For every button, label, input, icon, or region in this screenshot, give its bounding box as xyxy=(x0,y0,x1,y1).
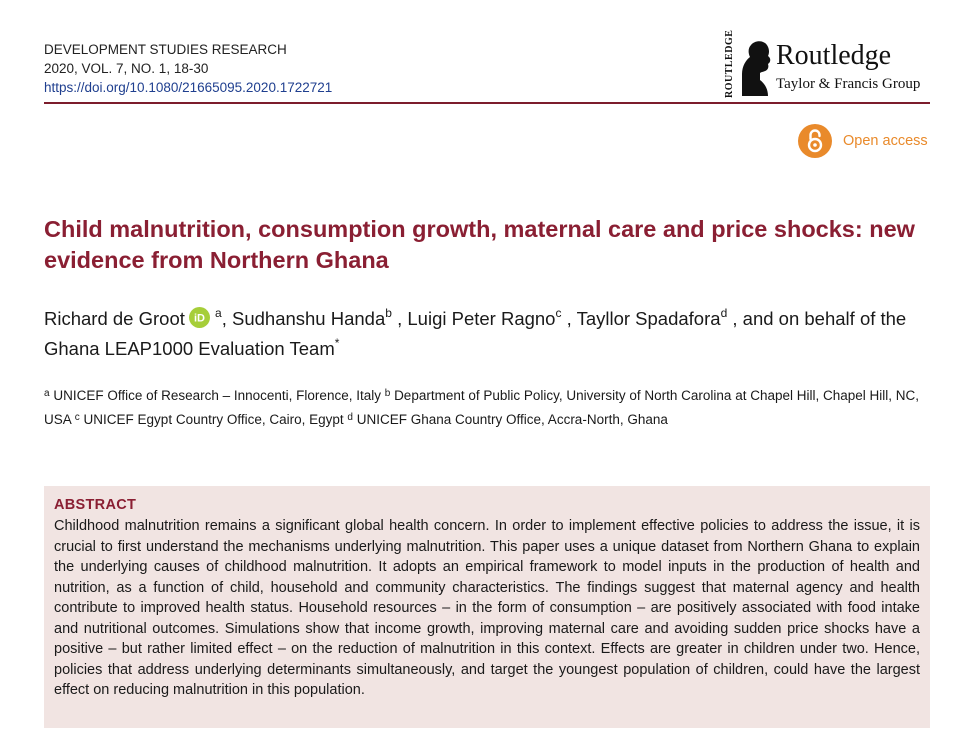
author-separator: , xyxy=(391,308,408,329)
open-access-badge[interactable] xyxy=(798,124,928,158)
affiliation-text: Department of Public Policy, University of North Carolina at Chapel Hill, Chapel Hill, NC, USA xyxy=(44,388,920,427)
open-access-label: Open access xyxy=(843,133,928,149)
author-list xyxy=(44,304,934,364)
affiliation-text: UNICEF Office of Research – Innocenti, Florence, Italy xyxy=(53,388,381,403)
author-name[interactable]: Sudhanshu Handa xyxy=(231,308,386,329)
header-divider xyxy=(44,102,930,104)
author-name[interactable]: Luigi Peter Ragno xyxy=(407,308,556,329)
journal-name: DEVELOPMENT STUDIES RESEARCH xyxy=(44,42,287,57)
affiliation-marker: d xyxy=(720,306,728,320)
author-separator: , xyxy=(561,308,577,329)
affiliation-marker: b xyxy=(384,388,391,399)
affiliation-marker: a xyxy=(215,306,222,320)
author-separator: , and on behalf of the xyxy=(727,308,907,329)
affiliation-text: UNICEF Egypt Country Office, Cairo, Egypt xyxy=(83,412,344,427)
author-name[interactable]: Richard de Groot xyxy=(44,308,185,329)
affiliations xyxy=(44,384,924,432)
affiliation-marker: c xyxy=(74,412,80,423)
team-name: Ghana LEAP1000 Evaluation Team xyxy=(44,338,335,359)
affiliation-marker: d xyxy=(347,412,353,423)
author-separator: , xyxy=(221,308,232,329)
publisher-spine-text: ROUTLEDGE xyxy=(724,29,735,98)
publisher-name: Routledge xyxy=(776,40,892,71)
svg-text:iD: iD xyxy=(193,312,205,325)
journal-info xyxy=(44,40,332,97)
publisher-logo[interactable] xyxy=(724,29,934,98)
abstract-box xyxy=(44,486,930,728)
abstract-text: Childhood malnutrition remains a significant global health concern. In order to implement effective policies to address the issue, it is crucial to first understand the mechanisms underlying malnutrition. This paper uses a unique dataset from Northern Ghana to explain the underlying causes of childhood malnutrition. It adopts an empirical framework to model inputs in the production of health and nutrition, as a function of child, household and community characteristics. The findings suggest that maternal agency and health contribute to improved health status. Household resources – in the form of consumption – are positively associated with food intake and nutritional outcomes. Simulations show that income growth, improving maternal care and avoiding sudden price shocks have a positive – but rather limited effect – on the reduction of malnutrition in this context. Effects are greater in children under two. Hence, policies that address underlying determinants simultaneously, and target the youngest population of children, could have the largest effect on reducing malnutrition in this population. xyxy=(54,518,920,698)
publisher-group: Taylor & Francis Group xyxy=(776,76,921,92)
affiliation-marker: a xyxy=(44,388,50,399)
footnote-marker[interactable]: * xyxy=(334,336,340,350)
affiliation-marker: c xyxy=(555,306,562,320)
affiliation-text: UNICEF Ghana Country Office, Accra-North, Ghana xyxy=(356,412,668,427)
affiliation-marker: b xyxy=(385,306,392,320)
author-name[interactable]: Tayllor Spadafora xyxy=(576,308,721,329)
doi-link[interactable]: https://doi.org/10.1080/21665095.2020.1722721 xyxy=(44,80,333,95)
orcid-icon[interactable] xyxy=(189,307,210,328)
abstract-heading: ABSTRACT xyxy=(54,497,137,513)
article-title: Child malnutrition, consumption growth, maternal care and price shocks: new evidence from Northern Ghana xyxy=(44,216,915,273)
open-access-lock-icon xyxy=(798,124,832,158)
journal-citation: 2020, VOL. 7, NO. 1, 18-30 xyxy=(44,61,209,76)
routledge-head-icon xyxy=(738,40,772,96)
